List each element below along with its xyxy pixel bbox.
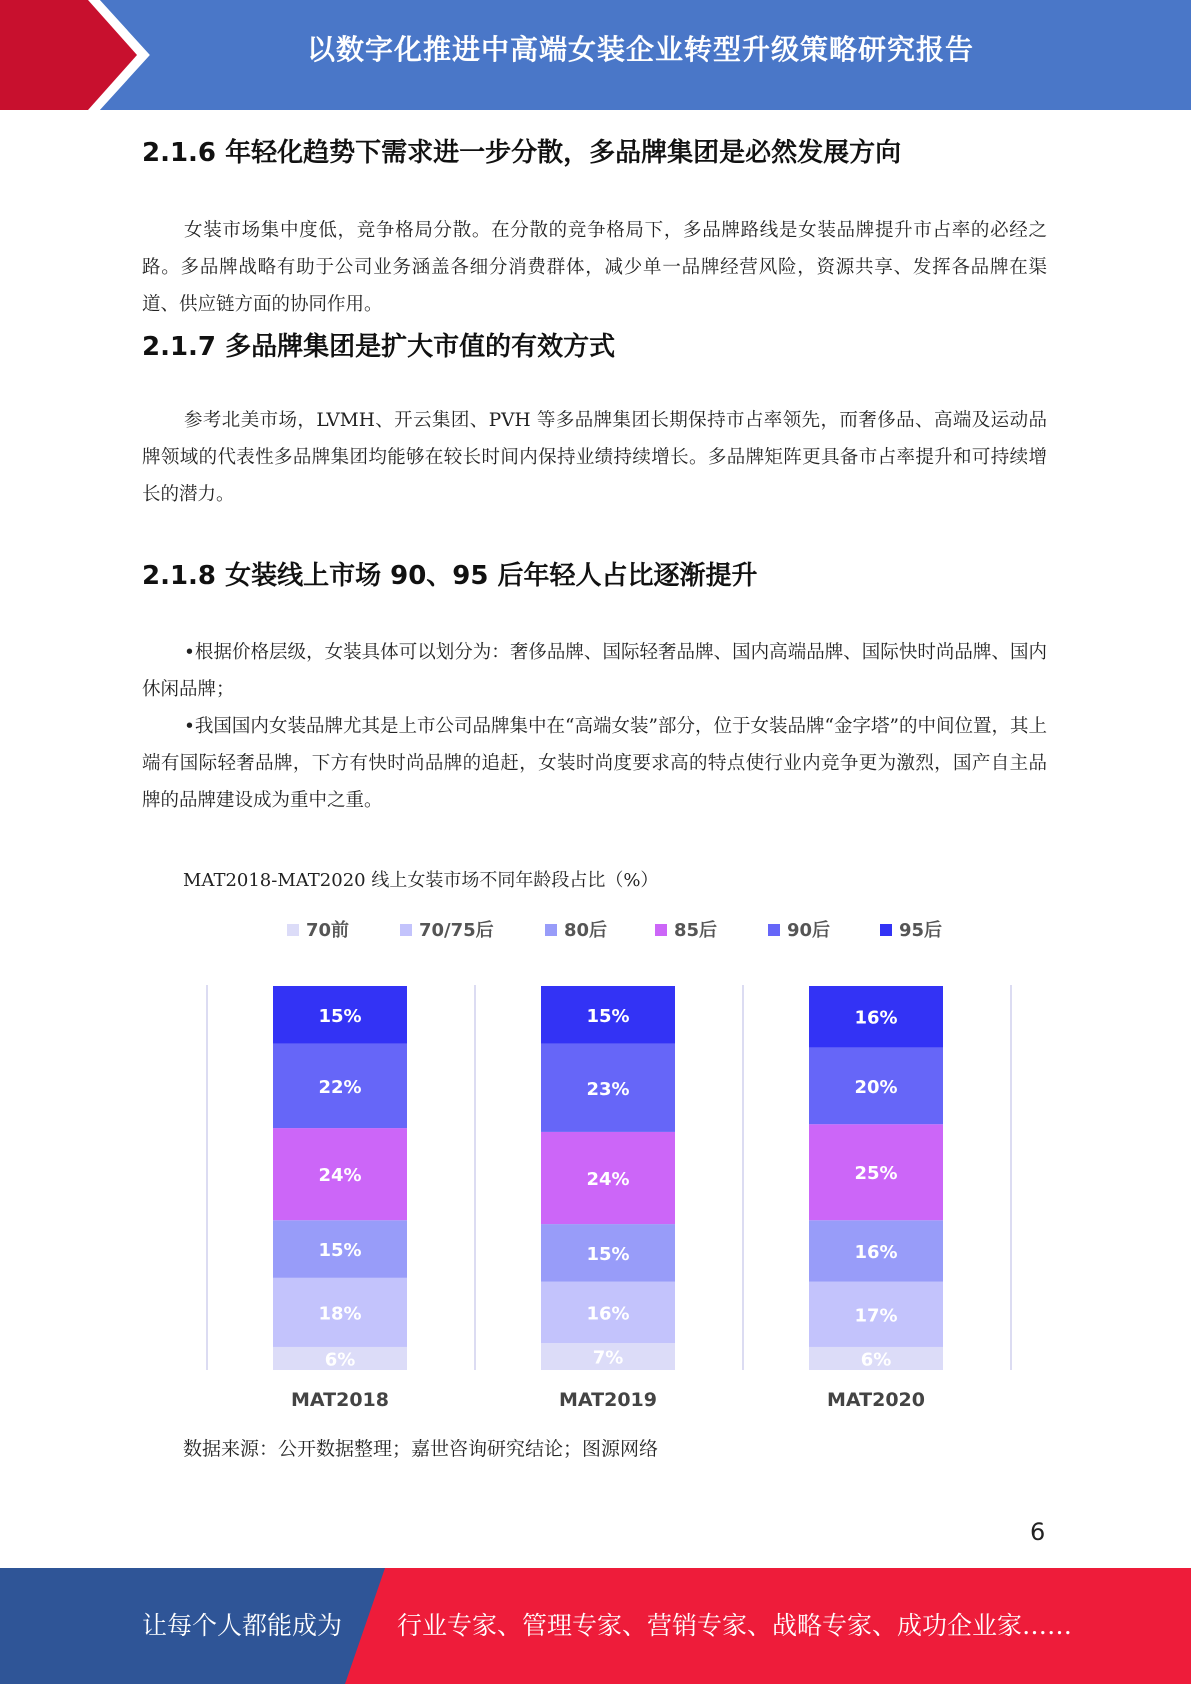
legend-swatch <box>287 924 299 936</box>
section-bullets-2-1-8 <box>142 634 1047 819</box>
data-label: 24% <box>586 1169 630 1190</box>
data-label: 24% <box>318 1165 362 1187</box>
data-label: 25% <box>854 1163 898 1185</box>
paragraph-text: 参考北美市场，LVMH、开云集团、PVH 等多品牌集团长期保持市占率领先，而奢侈品、高端及运动品牌领域的代表性多品牌集团均能够在较长时间内保持业绩持续增长。多品牌矩阵更具备市占率提升和可持续增长的潜力。 <box>142 410 1047 505</box>
red-chevron-decoration <box>0 0 150 110</box>
data-label: 15% <box>586 1005 630 1027</box>
x-axis-tick-label: MAT2020 <box>827 1389 925 1411</box>
data-label: 16% <box>854 1241 898 1263</box>
data-label: 22% <box>318 1076 362 1098</box>
legend-label: 70前 <box>306 920 350 941</box>
data-label: 17% <box>854 1305 898 1327</box>
report-title: 以数字化推进中高端女装企业转型升级策略研究报告 <box>306 33 974 66</box>
legend-swatch <box>545 924 557 936</box>
legend-label: 95后 <box>899 920 943 941</box>
footer-slogan-right: 行业专家、管理专家、营销专家、战略专家、成功企业家…… <box>397 1611 1073 1640</box>
bullet-item: •根据价格层级，女装具体可以划分为：奢侈品牌、国际轻奢品牌、国内高端品牌、国际快时尚品牌、国内休闲品牌； <box>142 642 1047 700</box>
data-label: 7% <box>592 1347 624 1369</box>
footer-slogan-left: 让每个人都能成为 <box>142 1611 343 1640</box>
data-label: 20% <box>854 1076 898 1098</box>
x-axis-tick-label: MAT2018 <box>291 1389 389 1411</box>
legend-label: 90后 <box>787 920 831 941</box>
section-heading-2-1-6: 2.1.6 年轻化趋势下需求进一步分散，多品牌集团是必然发展方向 <box>142 138 902 168</box>
chart-caption: MAT2018-MAT2020 线上女装市场不同年龄段占比（%） <box>183 870 659 891</box>
data-label: 16% <box>586 1303 630 1325</box>
legend-label: 85后 <box>674 920 718 941</box>
data-label: 15% <box>318 1005 362 1027</box>
legend-swatch <box>655 924 667 936</box>
legend-swatch <box>768 924 780 936</box>
section-paragraph-2-1-7 <box>142 402 1047 513</box>
header-bar <box>0 0 1191 110</box>
section-heading-2-1-7: 2.1.7 多品牌集团是扩大市值的有效方式 <box>142 332 616 362</box>
bullet-item: •我国国内女装品牌尤其是上市公司品牌集中在“高端女装”部分，位于女装品牌“金字塔”的中间位置，其上端有国际轻奢品牌，下方有快时尚品牌的追赶，女装时尚度要求高的特点使行业内竞争更为激烈，国产自主品牌的品牌建设成为重中之重。 <box>142 716 1047 811</box>
section-heading-2-1-8: 2.1.8 女装线上市场 90、95 后年轻人占比逐渐提升 <box>142 561 758 591</box>
data-label: 6% <box>324 1349 356 1371</box>
data-source-note: 数据来源：公开数据整理；嘉世咨询研究结论；图源网络 <box>183 1438 659 1460</box>
footer-bar <box>0 1568 1191 1684</box>
page-number: 6 <box>1030 1518 1046 1546</box>
data-label: 16% <box>854 1007 898 1029</box>
data-label: 15% <box>318 1240 362 1262</box>
data-label: 23% <box>586 1078 630 1100</box>
x-axis-tick-label: MAT2019 <box>559 1389 657 1411</box>
data-label: 15% <box>586 1243 630 1265</box>
legend-label: 80后 <box>564 920 608 941</box>
paragraph-text: 女装市场集中度低，竞争格局分散。在分散的竞争格局下，多品牌路线是女装品牌提升市占率的必经之路。多品牌战略有助于公司业务涵盖各细分消费群体，减少单一品牌经营风险，资源共享、发挥各品牌在渠道、供应链方面的协同作用。 <box>142 220 1047 315</box>
section-paragraph-2-1-6 <box>142 212 1047 323</box>
stacked-bar-chart <box>0 900 1191 1420</box>
legend-swatch <box>400 924 412 936</box>
legend-swatch <box>880 924 892 936</box>
data-label: 18% <box>318 1303 362 1325</box>
legend-label: 70/75后 <box>419 920 494 941</box>
data-label: 6% <box>860 1349 892 1371</box>
